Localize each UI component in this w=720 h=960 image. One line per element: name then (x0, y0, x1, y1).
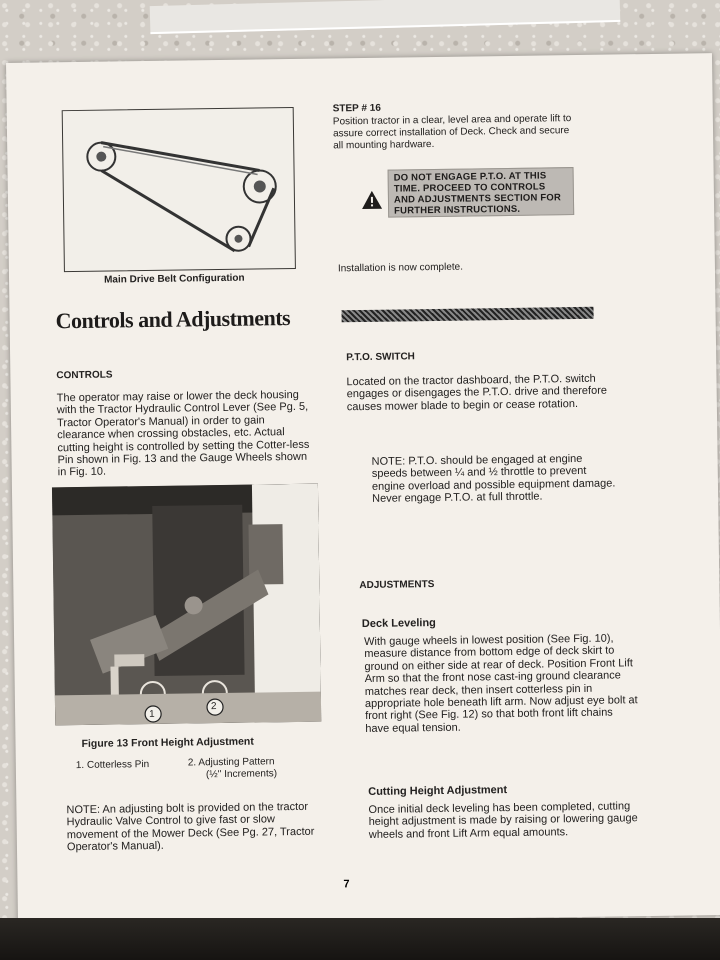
step-title: STEP # 16 (332, 102, 381, 115)
belt-illustration (63, 108, 295, 271)
belt-diagram (62, 107, 296, 272)
callout-1: 1 (149, 708, 155, 721)
manual-page (6, 53, 720, 925)
section-heading: Controls and Adjustments (55, 305, 291, 334)
table-edge-shadow (0, 918, 720, 960)
figure13-title: Figure 13 Front Height Adjustment (81, 735, 254, 750)
step-text: Position tractor in a clear, level area and operate lift to assure correct installation of Deck. Check and secure all mounting hardware. (332, 113, 572, 152)
deck-leveling-title: Deck Leveling (361, 617, 436, 631)
callout-2: 2 (210, 701, 217, 713)
note-left: NOTE: An adjusting bolt is provided on the tractor Hydraulic Valve Control to give fast or slow movement of the Mower Deck (See Pg. 27, Tractor Operator's Manual). (66, 800, 315, 854)
install-complete-text: Installation is now complete. (337, 261, 464, 275)
controls-title: CONTROLS (56, 369, 113, 382)
warning-triangle-icon (361, 190, 383, 210)
warning-box: DO NOT ENGAGE P.T.O. AT THIS TIME. PROCEED TO CONTROLS AND ADJUSTMENTS SECTION FOR FURTHER INSTRUCTIONS. (388, 167, 575, 218)
cutting-height-text: Once initial deck leveling has been completed, cutting height adjustment is made by raising or lowering gauge wheels and front Lift Arm equal amounts. (368, 800, 638, 841)
figure13-photo (52, 484, 321, 726)
figure13-item-2: 2. Adjusting Pattern (187, 756, 275, 769)
figure13-item-1: 1. Cotterless Pin (75, 759, 150, 772)
cutting-height-title: Cutting Height Adjustment (368, 784, 508, 798)
figure13-item-2-sub: (½'' Increments) (205, 768, 278, 781)
heading-rule (342, 307, 594, 323)
front-height-adjustment-photo (52, 484, 321, 726)
pto-note: NOTE: P.T.O. should be engaged at engine speeds between ¼ and ½ throttle to prevent engine overload and possible equipment damage. Never engage P.T.O. at full throttle. (371, 452, 616, 506)
pto-title: P.T.O. SWITCH (346, 351, 415, 364)
pto-text: Located on the tractor dashboard, the P.T.O. switch engages or disengages the P.T.O. drive and therefore causes mower blade to begin or cease rotation. (346, 372, 608, 414)
belt-caption: Main Drive Belt Configuration (103, 272, 245, 286)
adjustments-title: ADJUSTMENTS (359, 579, 435, 592)
page-number: 7 (343, 878, 350, 891)
controls-text: The operator may raise or lower the deck housing with the Tractor Hydraulic Control Lever (See Pg. 5, Tractor Operator's Manual) in order to gain clearance when crossing obstacles, etc. Actual cutting height is controlled by setting the Cotter-less Pin shown in Fig. 13 and the Gauge Wheels shown in Fig. 10. (56, 388, 310, 479)
deck-leveling-text: With gauge wheels in lowest position (See Fig. 10), measure distance from bottom edge of deck skirt to ground on either side at rear of deck. Position Front Lift Arm so that the front nose cast-ing ground clearance matches rear deck, then insert cotterless pin in appropriate hole beneath lift arm. Now adjust eye bolt at front right (See Fig. 12) so that both front lift chains have equal tension. (364, 632, 638, 735)
